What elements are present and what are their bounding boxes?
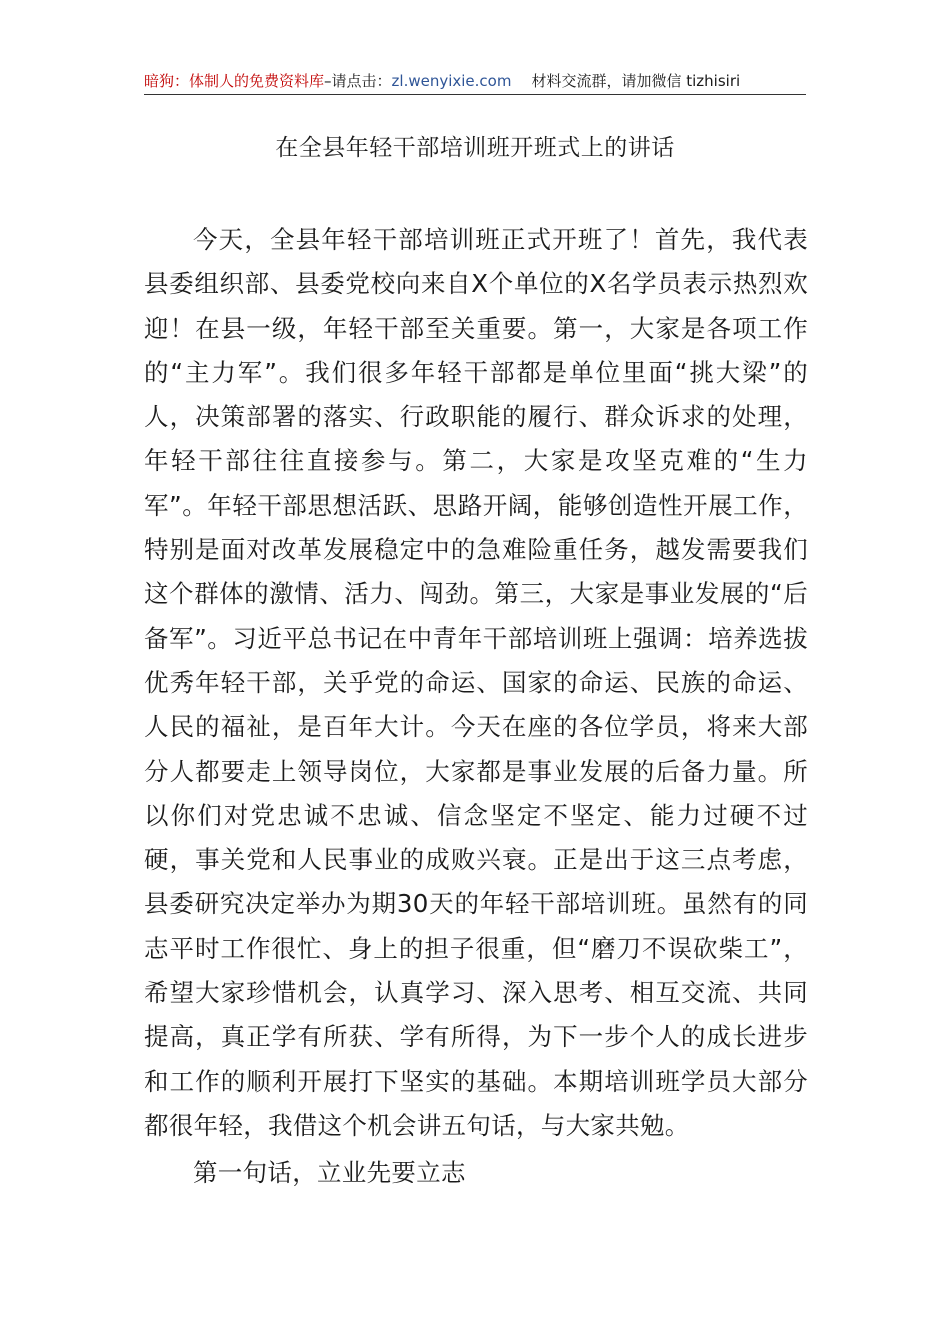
section-heading: 第一句话，立业先要立志 <box>193 1158 466 1188</box>
document-body <box>144 218 808 1196</box>
header-brand: 暗狗：体制人的免费资料库 <box>144 72 325 90</box>
header-prefix: –请点击： <box>324 72 392 90</box>
document-title: 在全县年轻干部培训班开班式上的讲话 <box>275 135 675 161</box>
header-link[interactable]: zl.wenyixie.com <box>391 72 512 90</box>
page-header <box>144 70 806 95</box>
header-note: 材料交流群，请加微信 tizhisiri <box>531 72 741 90</box>
body-paragraph: 今天，全县年轻干部培训班正式开班了！首先，我代表县委组织部、县委党校向来自X个单位的X名学员表示热烈欢迎！在县一级，年轻干部至关重要。第一，大家是各项工作的“主力军”。我们很多年轻干部都是单位里面“挑大梁”的人，决策部署的落实、行政职能的履行、群众诉求的处理，年轻干部往往直接参与。第二，大家是攻坚克难的“生力军”。年轻干部思想活跃、思路开阔，能够创造性开展工作，特别是面对改革发展稳定中的急难险重任务，越发需要我们这个群体的激情、活力、闯劲。第三，大家是事业发展的“后备军”。习近平总书记在中青年干部培训班上强调：培养选拔优秀年轻干部，关乎党的命运、国家的命运、民族的命运、人民的福祉，是百年大计。今天在座的各位学员，将来大部分人都要走上领导岗位，大家都是事业发展的后备力量。所以你们对党忠诚不忠诚、信念坚定不坚定、能力过硬不过硬，事关党和人民事业的成败兴衰。正是出于这三点考虑，县委研究决定举办为期30天的年轻干部培训班。虽然有的同志平时工作很忙、身上的担子很重，但“磨刀不误砍柴工”，希望大家珍惜机会，认真学习、深入思考、相互交流、共同提高，真正学有所获、学有所得，为下一步个人的成长进步和工作的顺利开展打下坚实的基础。本期培训班学员大部分都很年轻，我借这个机会讲五句话，与大家共勉。 <box>144 225 808 1140</box>
